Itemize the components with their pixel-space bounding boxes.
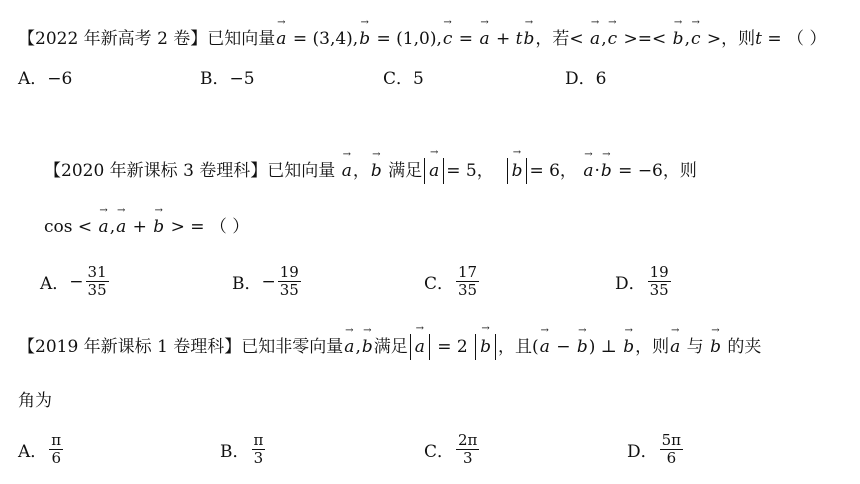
- fraction-denominator: 35: [87, 281, 107, 299]
- q3-vec-b: → b: [361, 336, 374, 358]
- q1-cond-comma2: ,: [684, 29, 690, 49]
- q3-stem: [18, 334, 761, 360]
- q2-vec-b: → b: [370, 160, 383, 182]
- fraction-numerator: 17: [458, 263, 478, 281]
- option-label: D．: [627, 442, 658, 462]
- option-value: 6: [595, 69, 607, 89]
- q3-abs-b: [475, 334, 496, 360]
- q1-c-eq: =: [453, 29, 479, 49]
- q1-vec-c: → c: [442, 28, 454, 50]
- option-label: B．: [220, 442, 250, 462]
- q2-eq-neg6: = −6，则: [612, 161, 697, 181]
- q3-ang-b: → b: [709, 336, 722, 358]
- q2-abs-a-vec: → a: [428, 158, 440, 184]
- option-fraction: [252, 432, 266, 467]
- option-label: B．: [232, 274, 262, 294]
- q3-stem-line2: 角为: [18, 391, 52, 411]
- q3-option-b[interactable]: [220, 432, 267, 467]
- q1-cond-prefix: ，若<: [535, 29, 590, 49]
- option-label: D．: [565, 69, 596, 89]
- q2-cos-b: → b: [152, 216, 165, 238]
- option-label: A．: [18, 442, 48, 462]
- option-label: B．: [200, 69, 230, 89]
- q1-stem: [18, 28, 826, 50]
- q2-eq5: = 5，: [446, 161, 494, 181]
- q2-eq6: = 6，: [529, 161, 577, 181]
- q2-dot-a: → a: [582, 160, 594, 182]
- q1-source: 【2022 年新高考 2 卷】: [18, 29, 208, 49]
- q1-tail: = （ ）: [762, 29, 827, 49]
- q3-ang-a: → a: [669, 336, 681, 358]
- q3-comma: ,: [355, 337, 361, 357]
- q1-option-c[interactable]: [383, 64, 424, 89]
- q1-plus: +: [490, 29, 516, 49]
- q3-source: 【2019 年新课标 1 卷理科】: [18, 337, 242, 357]
- q2-dot-b: → b: [600, 160, 613, 182]
- option-value: −6: [47, 69, 73, 89]
- q2-stem: [44, 158, 697, 184]
- q2-cos-suffix: > = （ ）: [165, 217, 250, 237]
- fraction-denominator: 35: [279, 281, 299, 299]
- q3-perp: ) ⊥: [588, 337, 623, 357]
- q2-option-b[interactable]: [232, 264, 303, 299]
- q2-abs-a: [424, 158, 444, 184]
- q3-stem4: ，则: [635, 337, 670, 357]
- option-sign: −: [69, 271, 84, 292]
- q2-abs-b-vec: → b: [511, 158, 524, 184]
- q2-stem2: 满足: [382, 161, 423, 181]
- option-value: −5: [229, 69, 255, 89]
- q3-paren-a: → a: [539, 336, 551, 358]
- fraction-numerator: π: [51, 431, 62, 449]
- q2-cos-comma: ,: [109, 217, 116, 237]
- option-fraction: [86, 264, 109, 299]
- q2-dot: ·: [594, 161, 600, 181]
- q2-cos-prefix: cos <: [44, 217, 98, 237]
- fraction-denominator: 35: [649, 281, 669, 299]
- fraction-denominator: 3: [253, 449, 264, 467]
- q3-option-c[interactable]: [424, 432, 481, 467]
- q1-cond-c2: → c: [690, 28, 702, 50]
- fraction-numerator: π: [253, 431, 264, 449]
- q1-t-answer: t: [755, 29, 762, 49]
- fraction-denominator: 6: [666, 449, 677, 467]
- q3-stem1: 已知非零向量: [241, 337, 344, 357]
- q2-abs-b: [507, 158, 528, 184]
- q2-option-d[interactable]: [615, 264, 673, 299]
- q1-vec-c-b: → b: [523, 28, 536, 50]
- q2-vec-a: → a: [341, 160, 353, 182]
- option-label: D．: [615, 274, 646, 294]
- q3-paren-b: → b: [576, 336, 589, 358]
- option-label: C．: [383, 69, 414, 89]
- fraction-denominator: 3: [462, 449, 473, 467]
- option-value: 5: [413, 69, 424, 89]
- q1-cond-b: → b: [672, 28, 685, 50]
- option-label: C．: [424, 442, 455, 462]
- option-label: A．: [40, 274, 70, 294]
- option-fraction: [278, 264, 301, 299]
- q1-cond-suffix: >，则: [701, 29, 756, 49]
- q1-cond-c1: → c: [607, 28, 619, 50]
- q2-stem1: 已知向量: [267, 161, 341, 181]
- q3-stem2: 满足: [373, 337, 408, 357]
- q3-abs-a: [410, 334, 430, 360]
- fraction-numerator: 2π: [458, 431, 478, 449]
- fraction-denominator: 35: [458, 281, 478, 299]
- q2-cos-line: [44, 216, 249, 238]
- option-fraction: [660, 432, 683, 467]
- q2-option-a[interactable]: [40, 264, 111, 299]
- q2-cos-a2: → a: [115, 216, 127, 238]
- q3-minus: −: [550, 337, 576, 357]
- q3-option-d[interactable]: [627, 432, 685, 467]
- q1-t: t: [515, 29, 523, 49]
- q2-cos-a1: → a: [98, 216, 110, 238]
- q3-yu: 与: [681, 337, 710, 357]
- option-sign: −: [261, 271, 276, 292]
- option-label: C．: [424, 274, 455, 294]
- q1-option-d[interactable]: [565, 64, 606, 89]
- q3-stem3: ，且(: [498, 337, 539, 357]
- fraction-numerator: 5π: [661, 431, 682, 449]
- fraction-numerator: 31: [87, 263, 107, 281]
- option-fraction: [456, 264, 479, 299]
- q1-b-value: = (1,0),: [371, 29, 442, 49]
- q3-vec-a: → a: [343, 336, 355, 358]
- q1-vec-c-a: → a: [478, 28, 490, 50]
- option-fraction: [49, 432, 63, 467]
- q2-cos-plus: +: [127, 217, 153, 237]
- q2-source: 【2020 年新课标 3 卷理科】: [44, 161, 268, 181]
- q3-eq2: = 2: [431, 337, 474, 357]
- q1-vec-a: → a: [275, 28, 287, 50]
- fraction-numerator: 19: [279, 263, 299, 281]
- q3-abs-b-vec: → b: [479, 334, 492, 360]
- q1-cond-mid: >=<: [618, 29, 672, 49]
- q1-stem-prefix: 已知向量: [207, 29, 276, 49]
- q1-a-value: = (3,4),: [287, 29, 359, 49]
- q3-option-a[interactable]: [18, 432, 65, 467]
- q3-perp-b: → b: [622, 336, 635, 358]
- q2-option-c[interactable]: [424, 264, 481, 299]
- q3-abs-a-vec: → a: [414, 334, 426, 360]
- fraction-denominator: 6: [51, 449, 61, 467]
- q1-option-a[interactable]: [18, 64, 72, 89]
- q1-vec-b: → b: [358, 28, 371, 50]
- q1-cond-comma1: ,: [601, 29, 607, 49]
- q1-cond-a: → a: [589, 28, 601, 50]
- option-label: A．: [18, 69, 48, 89]
- q2-sep: ，: [352, 161, 370, 181]
- option-fraction: [648, 264, 671, 299]
- fraction-numerator: 19: [649, 263, 669, 281]
- option-fraction: [456, 432, 479, 467]
- q1-option-b[interactable]: [200, 64, 255, 89]
- q3-stem5: 的夹: [721, 337, 762, 357]
